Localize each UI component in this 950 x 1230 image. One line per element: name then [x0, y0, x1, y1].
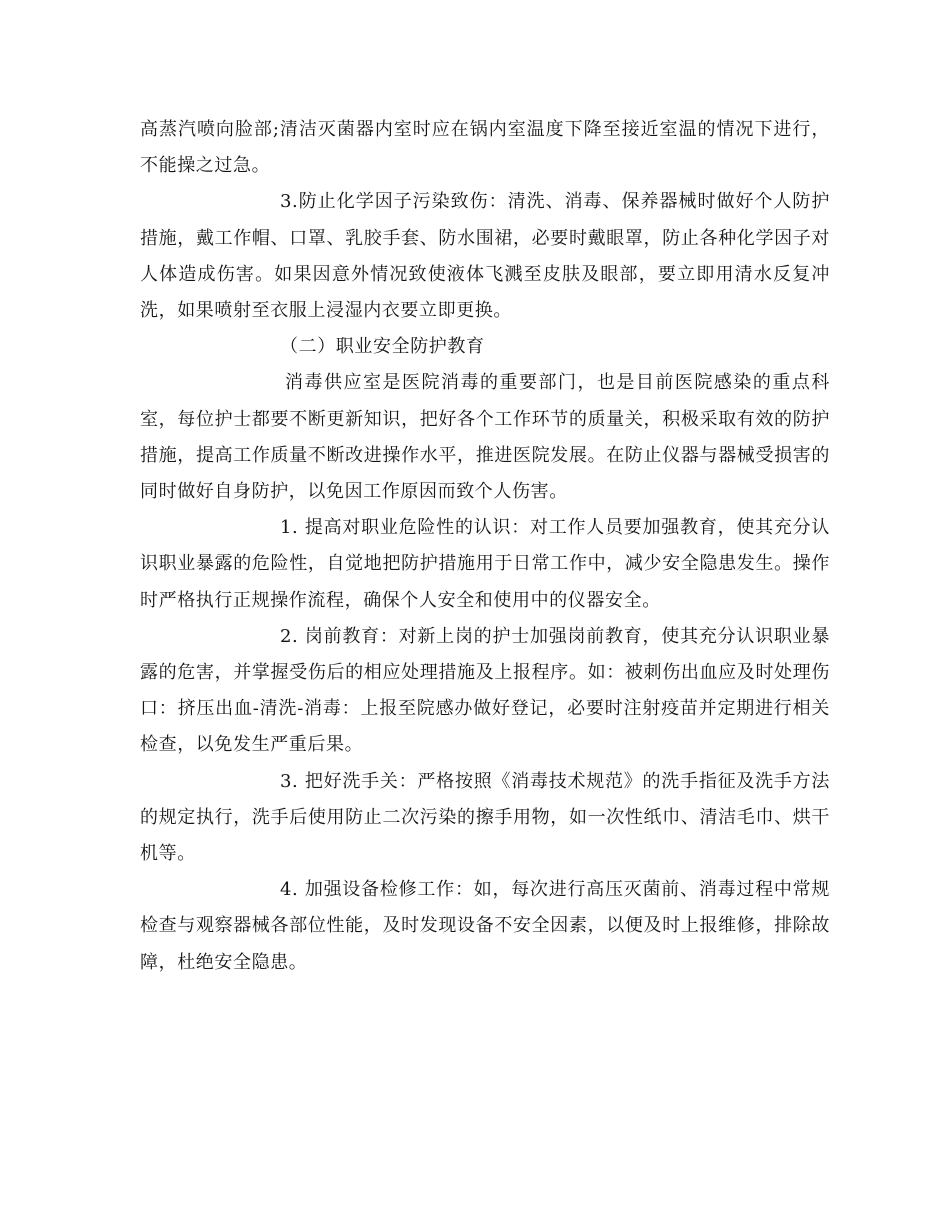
document-body — [140, 112, 830, 981]
paragraph-item-equipment-maintenance: 4. 加强设备检修工作：如，每次进行高压灭菌前、消毒过程中常规检查与观察器械各部位性能，及时发现设备不安全因素，以便及时上报维修，排除故障，杜绝安全隐患。 — [140, 879, 830, 973]
paragraph-item-chemical-protection: 3.防止化学因子污染致伤：清洗、消毒、保养器械时做好个人防护措施，戴工作帽、口罩、乳胶手套、防水围裙，必要时戴眼罩，防止各种化学因子对人体造成伤害。如果因意外情况致使液体飞溅至皮肤及眼部，要立即用清水反复冲洗，如果喷射至衣服上浸湿内衣要立即更换。 — [140, 191, 830, 322]
paragraph-continuation: 高蒸汽喷向脸部;清洁灭菌器内室时应在锅内室温度下降至接近室温的情况下进行，不能操之过急。 — [140, 119, 830, 177]
paragraph-item-hand-washing: 3. 把好洗手关：严格按照《消毒技术规范》的洗手指征及洗手方法的规定执行，洗手后使用防止二次污染的擦手用物，如一次性纸巾、清洁毛巾、烘干机等。 — [140, 770, 830, 865]
paragraph-item-pre-job-training: 2. 岗前教育：对新上岗的护士加强岗前教育，使其充分认识职业暴露的危害，并掌握受伤后的相应处理措施及上报程序。如：被刺伤出血应及时处理伤口：挤压出血-清洗-消毒：上报至院感办做好登记，必要时注射疫苗并定期进行相关检查，以免发生严重后果。 — [140, 625, 830, 756]
paragraph-body-intro: 消毒供应室是医院消毒的重要部门，也是目前医院感染的重点科室，每位护士都要不断更新知识，把好各个工作环节的质量关，积极采取有效的防护措施，提高工作质量不断改进操作水平，推进医院发展。在防止仪器与器械受损害的同时做好自身防护，以免因工作原因而致个人伤害。 — [140, 372, 830, 503]
paragraph-item-risk-awareness: 1. 提高对职业危险性的认识：对工作人员要加强教育，使其充分认识职业暴露的危险性，自觉地把防护措施用于日常工作中，减少安全隐患发生。操作时严格执行正规操作流程，确保个人安全和使用中的仪器安全。 — [140, 517, 830, 611]
section-heading: （二）职业安全防护教育 — [280, 336, 485, 358]
